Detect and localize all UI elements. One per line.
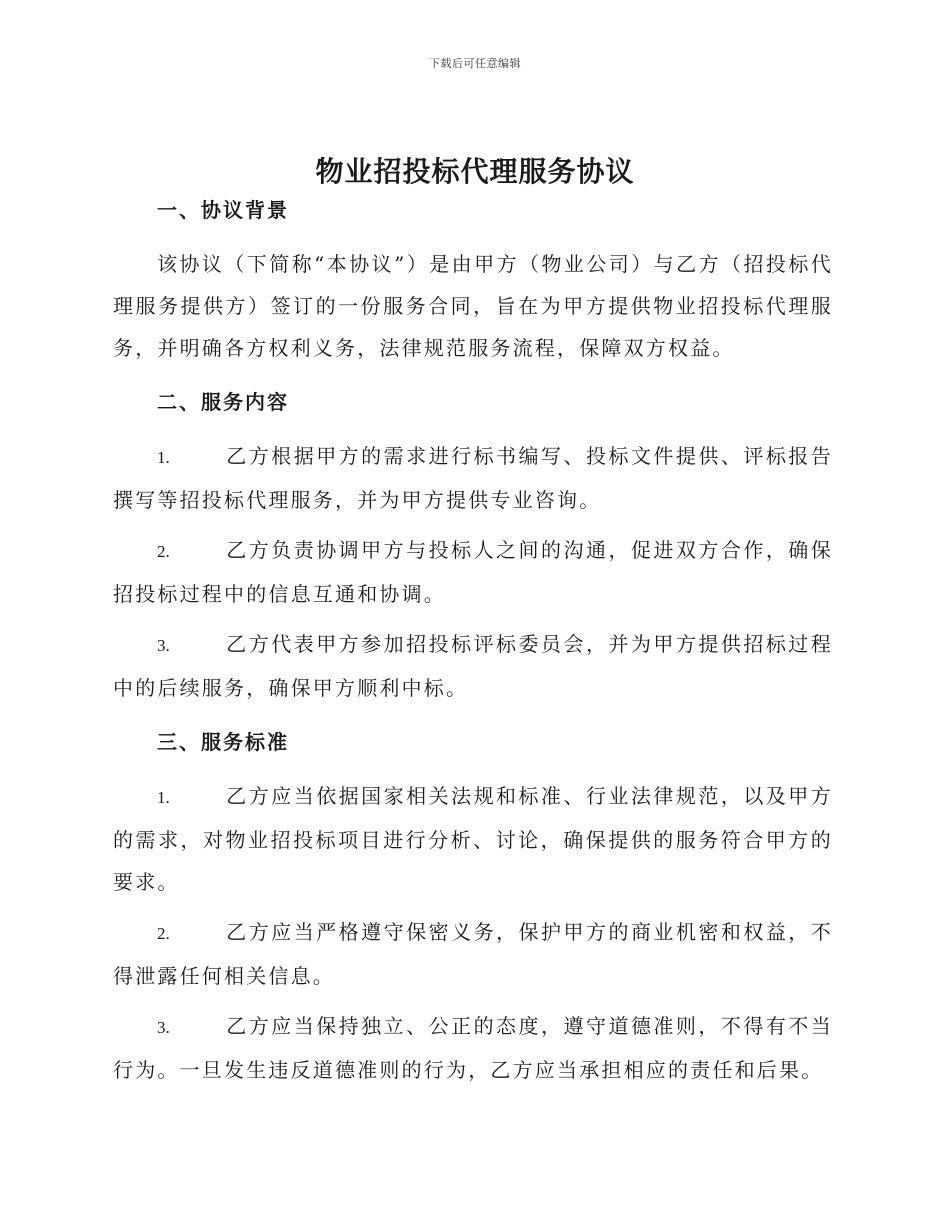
item-text: 乙方代表甲方参加招投标评标委员会，并为甲方提供招标过程中的后续服务，确保甲方顺利中标。 bbox=[113, 632, 833, 700]
item-number: 3. bbox=[157, 1018, 170, 1037]
item-number: 2. bbox=[157, 924, 170, 943]
service-standard-item bbox=[113, 1005, 833, 1091]
item-text: 乙方负责协调甲方与投标人之间的沟通，促进双方合作，确保招投标过程中的信息互通和协调。 bbox=[113, 538, 833, 606]
item-number: 3. bbox=[157, 636, 170, 655]
service-content-item bbox=[113, 623, 833, 709]
header-note: 下载后可任意编辑 bbox=[429, 57, 521, 70]
item-text: 乙方应当保持独立、公正的态度，遵守道德准则，不得有不当行为。一旦发生违反道德准则的行为，乙方应当承担相应的责任和后果。 bbox=[113, 1014, 833, 1082]
document-body bbox=[113, 195, 833, 1091]
item-text: 乙方应当依据国家相关法规和标准、行业法律规范，以及甲方的需求，对物业招投标项目进行分析、讨论，确保提供的服务符合甲方的要求。 bbox=[113, 784, 833, 894]
section-heading-service-standard: 三、服务标准 bbox=[157, 730, 289, 754]
item-number: 2. bbox=[157, 542, 170, 561]
item-text: 乙方应当严格遵守保密义务，保护甲方的商业机密和权益，不得泄露任何相关信息。 bbox=[113, 920, 833, 988]
item-number: 1. bbox=[157, 448, 170, 467]
service-standard-item bbox=[113, 775, 833, 903]
item-number: 1. bbox=[157, 788, 170, 807]
item-text: 乙方根据甲方的需求进行标书编写、投标文件提供、评标报告撰写等招投标代理服务，并为甲方提供专业咨询。 bbox=[113, 444, 833, 512]
service-content-item bbox=[113, 435, 833, 521]
service-content-item bbox=[113, 529, 833, 615]
service-standard-item bbox=[113, 911, 833, 997]
background-paragraph: 该协议（下简称“本协议”）是由甲方（物业公司）与乙方（招投标代理服务提供方）签订的一份服务合同，旨在为甲方提供物业招投标代理服务，并明确各方权利义务，法律规范服务流程，保障双方权益。 bbox=[113, 252, 833, 360]
document-title: 物业招投标代理服务协议 bbox=[315, 155, 635, 188]
section-heading-background: 一、协议背景 bbox=[157, 198, 289, 222]
section-heading-service-content: 二、服务内容 bbox=[157, 390, 289, 414]
